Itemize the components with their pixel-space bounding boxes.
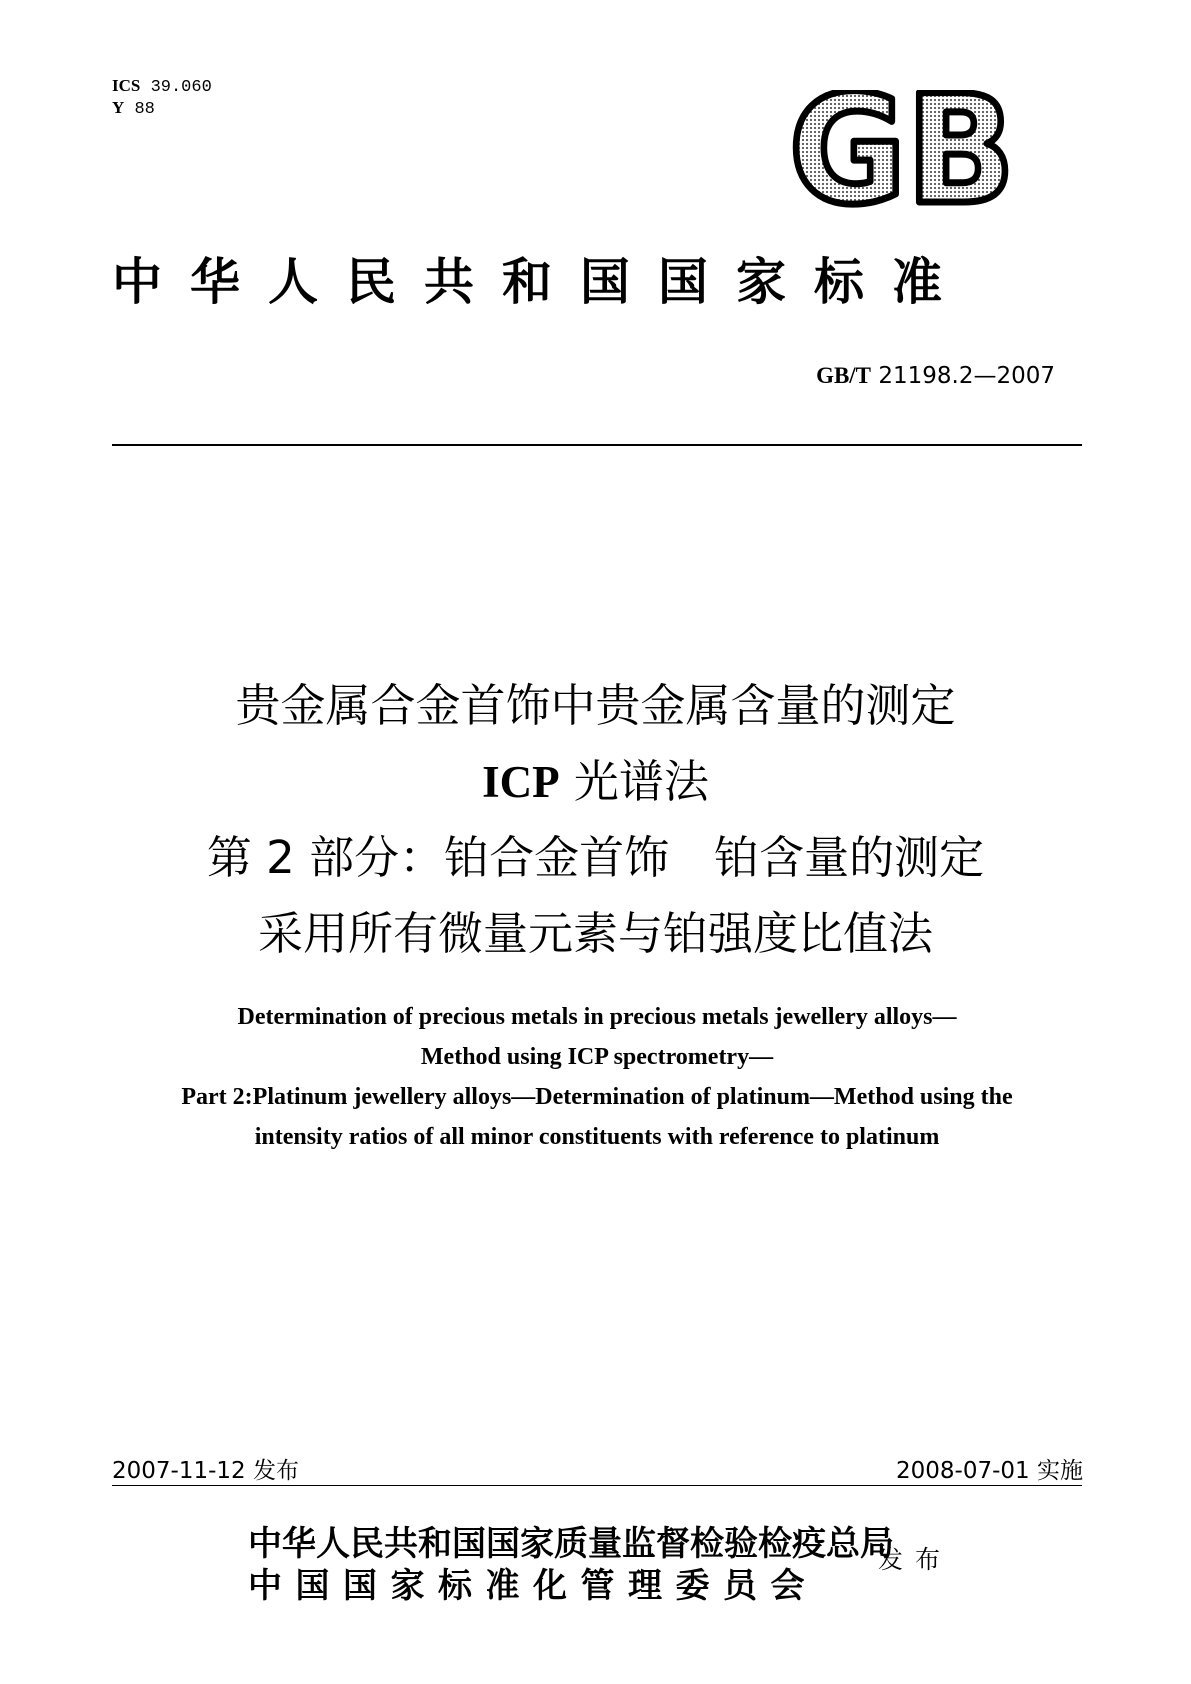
issue-date: 2007-11-12 发布 [112,1458,299,1484]
icp-text: ICP [482,757,560,807]
chinese-title-line2 [0,744,1191,820]
issuer-sac: 中国国家标准化管理委员会 [248,1566,818,1606]
header-divider [112,444,1082,446]
footer-divider [112,1485,1082,1486]
standard-number-value: 21198.2—2007 [878,363,1055,389]
gb-logo-text: GB [789,90,1015,215]
chinese-title-line1: 贵金属合金首饰中贵金属含量的测定 [235,679,956,732]
ics-label: ICS [112,76,141,95]
english-title-line1: Determination of precious metals in precious metals jewellery alloys— [237,1004,957,1030]
publish-label: 发布 [878,1545,953,1574]
ics-code-line [112,76,212,98]
issuing-authorities [248,1523,894,1607]
classification-codes [112,76,212,120]
effective-date: 2008-07-01 实施 [896,1458,1083,1484]
ics-value: 39.060 [150,78,212,97]
chinese-title [0,668,1191,972]
class-label: Y [112,98,125,117]
english-title-line4: intensity ratios of all minor constituents with reference to platinum [254,1124,940,1150]
english-title [112,997,1082,1157]
english-title-line3: Part 2:Platinum jewellery alloys—Determination of platinum—Method using the [181,1084,1013,1110]
national-standard-banner: 中华人民共和国国家标准 [112,253,970,311]
issuer-aqsiq: 中华人民共和国国家质量监督检验检疫总局 [248,1524,894,1564]
chinese-title-line2-rest: 光谱法 [573,755,709,808]
standard-prefix: GB/T [816,363,872,388]
standard-number [816,363,1055,389]
class-value: 88 [134,100,155,119]
chinese-title-line3: 第 2 部分：铂合金首饰 铂含量的测定 [206,831,985,884]
chinese-title-line4: 采用所有微量元素与铂强度比值法 [257,907,933,960]
gb-logo [785,90,1020,215]
class-code-line [112,98,212,120]
english-title-line2: Method using ICP spectrometry— [420,1044,774,1070]
